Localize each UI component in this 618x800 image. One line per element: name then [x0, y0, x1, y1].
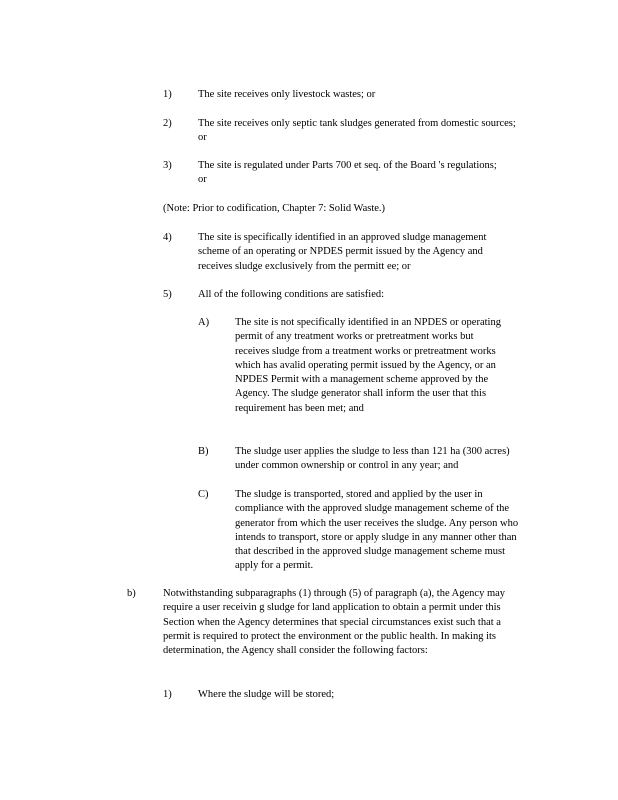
- item-1-label: 1): [163, 89, 172, 100]
- item-B-label: B): [198, 446, 209, 457]
- item-b1-text: Where the sludge will be stored;: [198, 689, 335, 700]
- item-5-label: 5): [163, 289, 172, 300]
- item-C-label: C): [198, 489, 209, 500]
- item-3-text: The site is regulated under Parts 700 et seq. of the Board 's regulations; or: [198, 160, 497, 186]
- item-4-label: 4): [163, 232, 172, 243]
- item-B-text: The sludge user applies the sludge to less than 121 ha (300 acres) under common ownership or control in any year; and: [235, 446, 510, 472]
- note-text: (Note: Prior to codification, Chapter 7: Solid Waste.): [163, 203, 386, 214]
- item-C-text: The sludge is transported, stored and applied by the user in compliance with the approved sludge management scheme of the generator from which the user receives the sludge. Any person who intends to transport, store or apply sludge in any manner other than that described in the approved sludge management scheme must apply for a permit.: [235, 489, 519, 572]
- item-5-text: All of the following conditions are satisfied:: [198, 289, 385, 300]
- item-b-label: b): [127, 588, 136, 599]
- item-4-text: The site is specifically identified in an approved sludge management scheme of an operating or NPDES permit issued by the Agency and receives sludge exclusively from the permitt ee; or: [198, 232, 487, 272]
- item-1-text: The site receives only livestock wastes; or: [198, 89, 376, 100]
- item-A-label: A): [198, 317, 210, 328]
- item-3-label: 3): [163, 160, 172, 171]
- item-b-text: Notwithstanding subparagraphs (1) through (5) of paragraph (a), the Agency may require a user receivin g sludge for land application to obtain a permit under this Section when the Agency determines that special circumstances exist such that a permit is required to protect the environment or the public health. In making its determination, the Agency shall consider the following factors:: [163, 588, 506, 657]
- item-A-text: The site is not specifically identified in an NPDES or operating permit of any treatment works or pretreatment works but receives sludge from a treatment works or pretreatment works which has avalid operating permit issued by the Agency, or an NPDES Permit with a management scheme approved by the Agency. The sludge generator shall inform the user that this requirement has been met; and: [235, 317, 501, 414]
- item-b1-label: 1): [163, 689, 172, 700]
- item-2-text: The site receives only septic tank sludges generated from domestic sources; or: [198, 118, 516, 144]
- item-2-label: 2): [163, 118, 172, 129]
